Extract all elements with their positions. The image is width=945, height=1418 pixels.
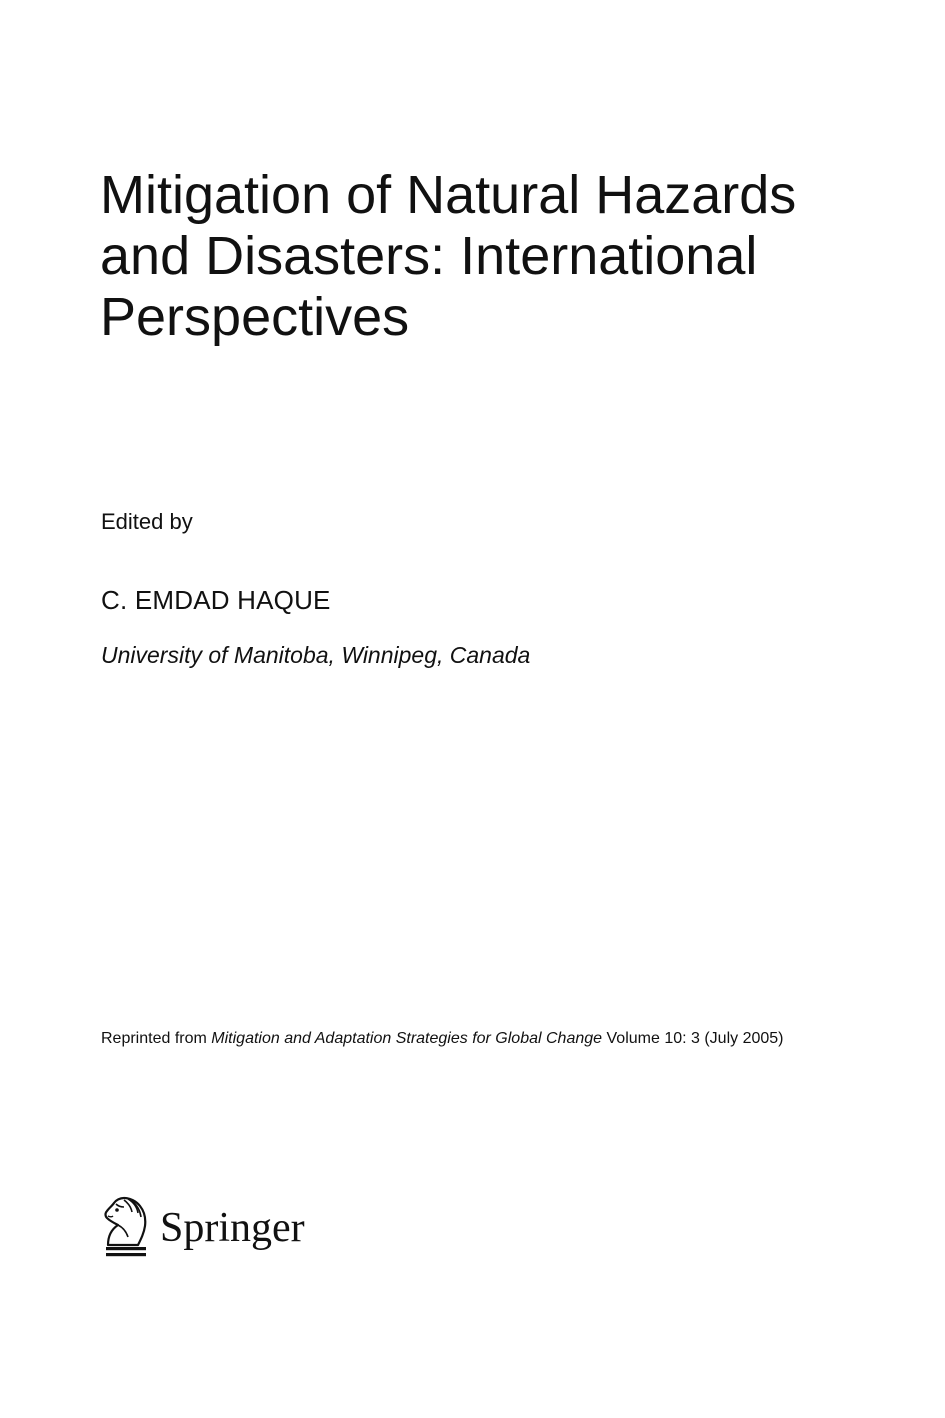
editor-affiliation: University of Manitoba, Winnipeg, Canada bbox=[101, 642, 531, 668]
edited-by-label: Edited by bbox=[101, 509, 193, 534]
reprint-note bbox=[101, 1029, 784, 1049]
book-title-line-2: and Disasters: International bbox=[100, 226, 758, 286]
book-title-line-1: Mitigation of Natural Hazards bbox=[100, 165, 797, 225]
reprint-prefix: Reprinted from bbox=[101, 1030, 207, 1047]
reprint-issue: Volume 10: 3 (July 2005) bbox=[606, 1030, 784, 1047]
book-title bbox=[100, 165, 860, 348]
reprint-journal: Mitigation and Adaptation Strategies for Global Change bbox=[211, 1030, 603, 1047]
springer-horse-icon bbox=[98, 1195, 154, 1259]
book-title-line-3: Perspectives bbox=[100, 287, 410, 347]
publisher-imprint bbox=[98, 1194, 305, 1260]
publisher-name: Springer bbox=[160, 1205, 305, 1251]
editor-name: C. EMDAD HAQUE bbox=[101, 585, 331, 615]
